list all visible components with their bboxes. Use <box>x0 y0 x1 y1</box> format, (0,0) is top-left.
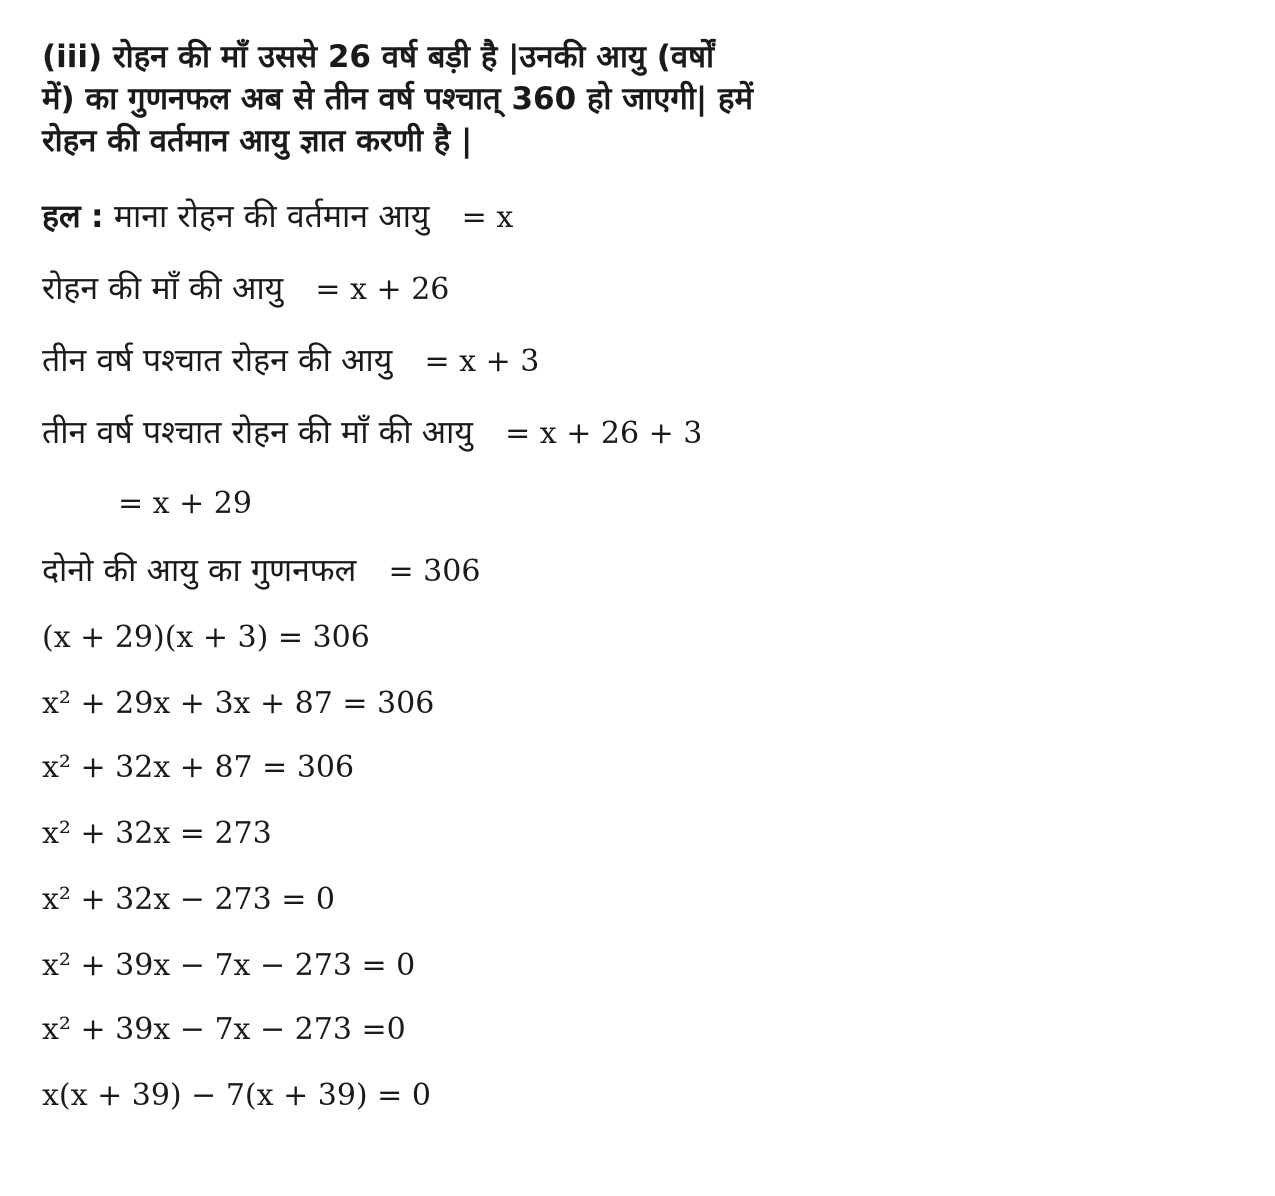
equation-line: x² + 32x + 87 = 306 <box>42 750 355 785</box>
equation-line: x² + 29x + 3x + 87 = 306 <box>42 686 435 721</box>
solution-step-5 <box>118 482 252 524</box>
equation-line: x² + 39x − 7x − 273 = 0 <box>42 948 416 983</box>
equation-line: x² + 32x = 273 <box>42 816 272 851</box>
step-text: तीन वर्ष पश्चात रोहन की आयु <box>42 341 393 379</box>
equation-line: x² + 32x − 273 = 0 <box>42 882 336 917</box>
solution-step-6 <box>42 550 480 592</box>
solution-label-separator: : <box>90 197 104 235</box>
equation-line: x(x + 39) − 7(x + 39) = 0 <box>42 1078 431 1113</box>
question-line: में) का गुणनफल अब से तीन वर्ष पश्चात् 360 हो जाएगी| हमें <box>42 81 753 117</box>
step-text: माना रोहन की वर्तमान आयु <box>113 197 430 235</box>
step-text: दोनो की आयु का गुणनफल <box>42 551 357 589</box>
solution-step-1 <box>42 196 513 238</box>
step-math: = x <box>461 200 514 235</box>
solution-label: हल <box>42 197 81 235</box>
question-line: (iii) रोहन की माँ उससे 26 वर्ष बड़ी है |उनकी आयु (वर्षों <box>42 39 715 75</box>
question-line: रोहन की वर्तमान आयु ज्ञात करणी है | <box>42 123 473 159</box>
step-math: = x + 26 <box>315 272 450 307</box>
solution-step-4 <box>42 412 702 454</box>
step-math: = x + 29 <box>118 486 252 521</box>
step-text: रोहन की माँ की आयु <box>42 269 284 307</box>
step-math: = x + 3 <box>424 344 540 379</box>
step-text: तीन वर्ष पश्चात रोहन की माँ की आयु <box>42 413 473 451</box>
step-math: = x + 26 + 3 <box>505 416 703 451</box>
step-math: = 306 <box>388 554 481 589</box>
equation-line: (x + 29)(x + 3) = 306 <box>42 620 370 655</box>
question-paragraph <box>42 36 872 162</box>
solution-step-2 <box>42 268 449 310</box>
solution-step-3 <box>42 340 539 382</box>
equation-line: x² + 39x − 7x − 273 =0 <box>42 1012 406 1047</box>
